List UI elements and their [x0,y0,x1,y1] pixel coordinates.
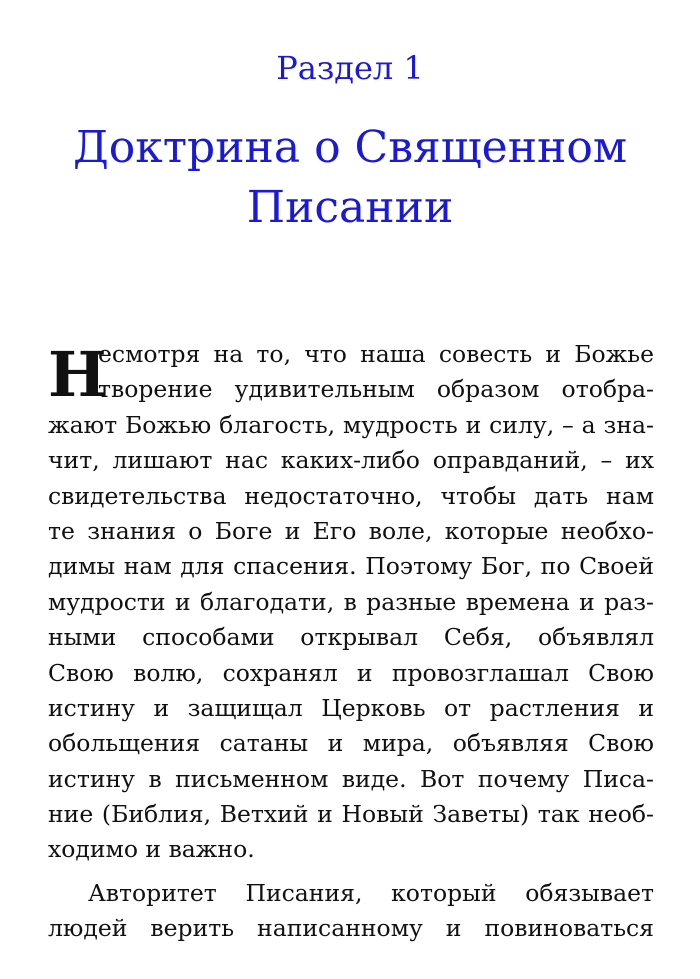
chapter-title-line-1: Доктрина о Священном [72,122,628,173]
paragraph-1-line: те знания о Боге и Его воле, которые необхо- [48,516,654,545]
paragraph-1 [48,337,654,868]
paragraph-1-line: мудрости и благодати, в разные времена и раз- [48,587,654,616]
paragraph-1-line: обольщения сатаны и мира, объявляя Свою [48,729,654,758]
paragraph-1-line: жают Божью благость, мудрость и силу, – а зна- [48,410,654,439]
paragraph-gap [48,868,654,876]
chapter-title-line-2: Писании [246,182,454,233]
paragraph-1-line: свидетельства недостаточно, чтобы дать нам [48,481,654,510]
paragraph-1-line: ными способами открывал Себя, объявлял [48,623,654,652]
paragraph-1-line: Свою волю, сохранял и провозглашал Свою [48,658,654,687]
paragraph-1-line: ходимо и важно. [48,835,255,864]
paragraph-1-line: чит, лишают нас каких-либо оправданий, – их [48,446,654,475]
chapter-title [0,118,700,238]
paragraph-1-line: истину и защищал Церковь от растления и [48,693,654,722]
section-label: Раздел 1 [276,49,424,87]
paragraph-1-line: ние (Библия, Ветхий и Новый Заветы) так необ- [48,800,654,829]
paragraph-1-line: димы нам для спасения. Поэтому Бог, по Своей [48,552,654,581]
paragraph-1-line: есмотря на то, что наша совесть и Божье [98,340,654,368]
paragraph-2-line: людей верить написанному и повиноваться [48,914,654,943]
paragraph-2-line: Авторитет Писания, который обязывает [88,878,654,907]
paragraph-1-line: творение удивительным образом отобра- [98,375,654,404]
paragraph-1-line: истину в письменном виде. Вот почему Писа- [48,764,654,793]
drop-cap: Н [48,338,107,411]
paragraph-2 [48,876,654,947]
body-text [48,337,654,947]
